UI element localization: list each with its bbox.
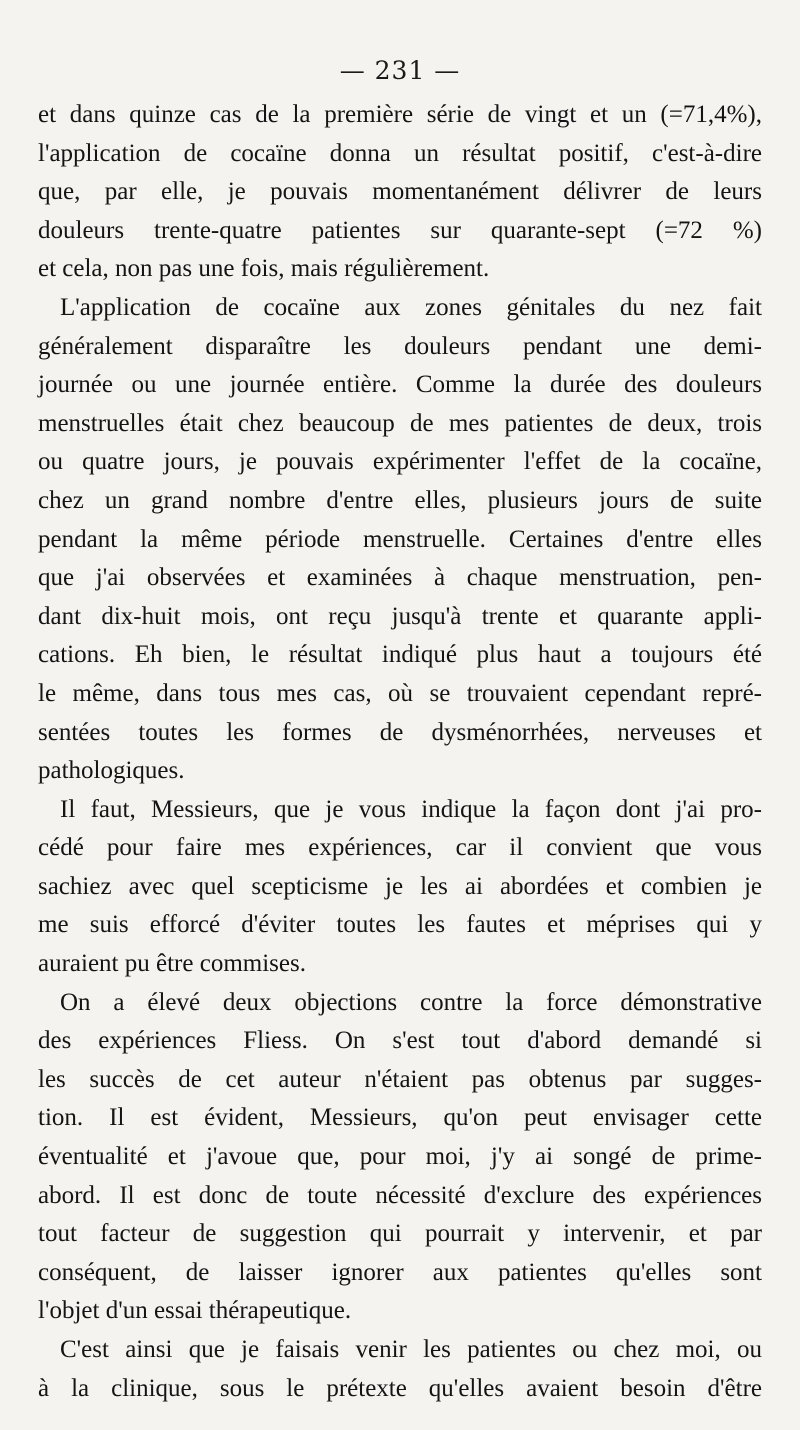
text-line: journée ou une journée entière. Comme la durée des douleurs: [38, 371, 762, 399]
text-line: les succès de cet auteur n'étaient pas obtenus par sugges-: [38, 1065, 762, 1093]
text-line: auraient pu être commises.: [38, 950, 306, 978]
text-line: C'est ainsi que je faisais venir les patientes ou chez moi, ou: [60, 1336, 762, 1363]
text-line: généralement disparaître les douleurs pendant une demi-: [38, 332, 762, 360]
text-line: pendant la même période menstruelle. Certaines d'entre elles: [38, 525, 762, 553]
text-line: dant dix-huit mois, ont reçu jusqu'à trente et quarante appli-: [38, 602, 762, 630]
text-line: éventualité et j'avoue que, pour moi, j'y ai songé de prime-: [38, 1143, 762, 1171]
text-line: que, par elle, je pouvais momentanément délivrer de leurs: [38, 178, 762, 206]
text-line: chez un grand nombre d'entre elles, plusieurs jours de suite: [38, 486, 762, 514]
text-line: ou quatre jours, je pouvais expérimenter l'effet de la cocaïne,: [38, 448, 762, 476]
text-line: cations. Eh bien, le résultat indiqué plus haut a toujours été: [38, 641, 762, 669]
text-line: On a élevé deux objections contre la force démonstrative: [60, 988, 762, 1016]
text-line: conséquent, de laisser ignorer aux patientes qu'elles sont: [38, 1258, 762, 1286]
text-line: le même, dans tous mes cas, où se trouvaient cependant repré-: [38, 679, 762, 707]
text-line: des expériences Fliess. On s'est tout d'abord demandé si: [38, 1027, 762, 1055]
text-line: menstruelles était chez beaucoup de mes patientes de deux, trois: [38, 409, 762, 437]
text-line: sachiez avec quel scepticisme je les ai abordées et combien je: [38, 872, 762, 900]
text-line: l'application de cocaïne donna un résultat positif, c'est-à-dire: [38, 139, 762, 167]
text-line: me suis efforcé d'éviter toutes les fautes et méprises qui y: [38, 911, 762, 939]
text-line: tout facteur de suggestion qui pourrait y intervenir, et par: [38, 1220, 762, 1248]
page-number: — 231 —: [339, 56, 461, 85]
text-line: pathologiques.: [38, 757, 185, 785]
text-line: tion. Il est évident, Messieurs, qu'on peut envisager cette: [38, 1104, 762, 1132]
text-line: cédé pour faire mes expériences, car il convient que vous: [38, 834, 762, 862]
text-line: à la clinique, sous le prétexte qu'elles avaient besoin d'être: [38, 1374, 762, 1402]
text-line: abord. Il est donc de toute nécessité d'exclure des expériences: [38, 1181, 762, 1209]
text-line: que j'ai observées et examinées à chaque menstruation, pen-: [38, 564, 762, 592]
text-line: et cela, non pas une fois, mais régulièrement.: [38, 255, 490, 283]
text-line: douleurs trente-quatre patientes sur quarante-sept (=72 %): [38, 216, 762, 244]
text-line: Il faut, Messieurs, que je vous indique la façon dont j'ai pro-: [60, 795, 762, 823]
body-text: [38, 96, 762, 1408]
text-line: sentées toutes les formes de dysménorrhées, nerveuses et: [38, 718, 762, 746]
text-line: L'application de cocaïne aux zones génitales du nez fait: [60, 293, 762, 321]
text-line: et dans quinze cas de la première série de vingt et un (=71,4%),: [38, 101, 762, 128]
text-line: l'objet d'un essai thérapeutique.: [38, 1297, 352, 1325]
